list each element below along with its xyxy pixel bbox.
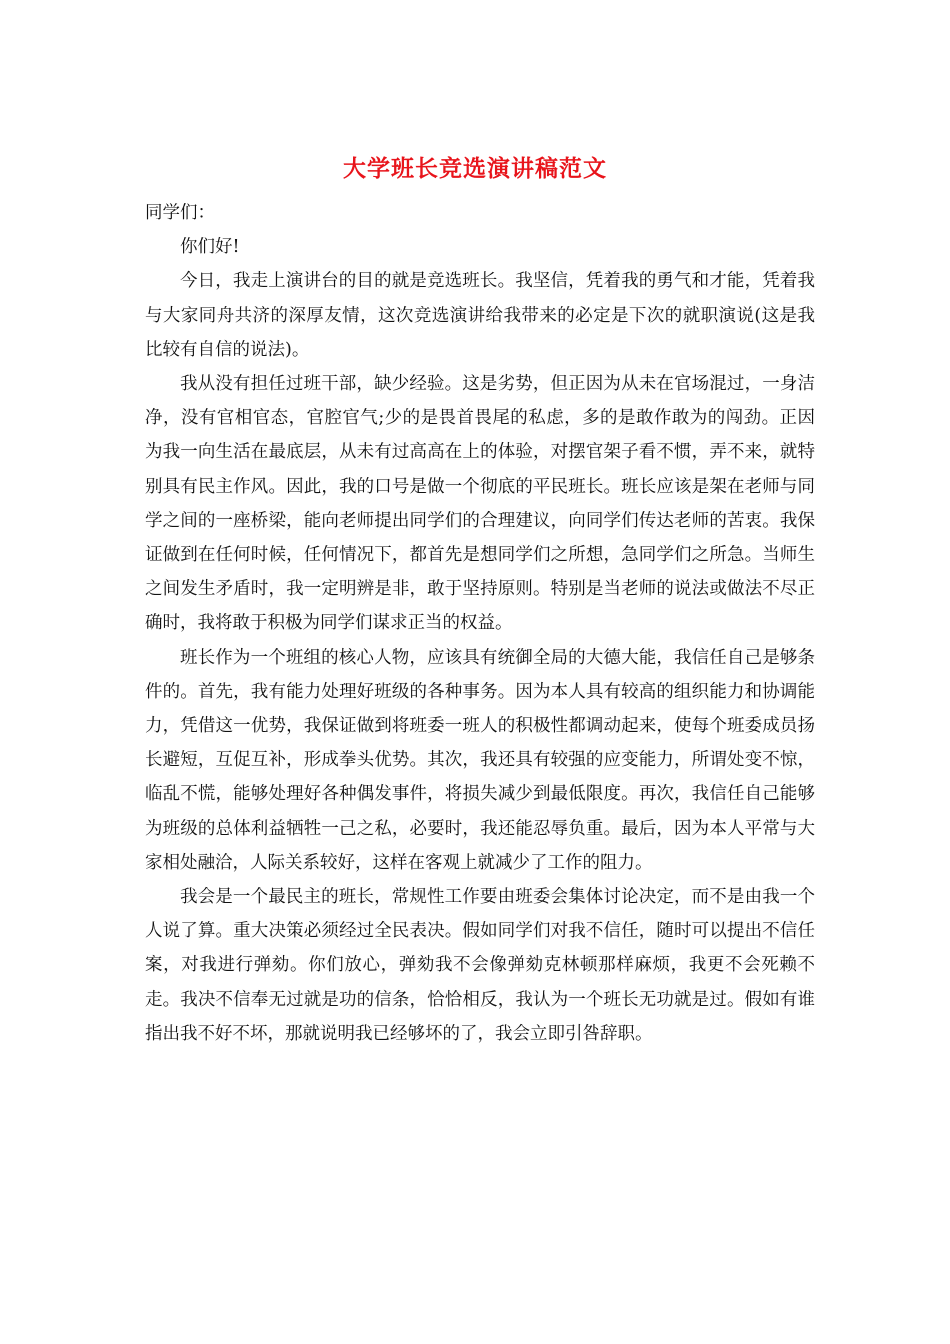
paragraph-1: 今日，我走上演讲台的目的就是竞选班长。我坚信，凭着我的勇气和才能，凭着我与大家同舟共济的深厚友情，这次竞选演讲给我带来的必定是下次的就职演说(这是我比较有自信的说法)。 <box>145 271 815 360</box>
paragraph-4: 我会是一个最民主的班长，常规性工作要由班委会集体讨论决定，而不是由我一个人说了算。重大决策必须经过全民表决。假如同学们对我不信任，随时可以提出不信任案，对我进行弹劾。你们放心，弹劾我不会像弹劾克林顿那样麻烦，我更不会死赖不走。我决不信奉无过就是功的信条，恰恰相反，我认为一个班长无功就是过。假如有谁指出我不好不坏，那就说明我已经够坏的了，我会立即引咎辞职。 <box>145 887 815 1044</box>
paragraph-3: 班长作为一个班组的核心人物，应该具有统御全局的大德大能，我信任自己是够条件的。首先，我有能力处理好班级的各种事务。因为本人具有较高的组织能力和协调能力，凭借这一优势，我保证做到将班委一班人的积极性都调动起来，使每个班委成员扬长避短，互促互补，形成拳头优势。其次，我还具有较强的应变能力，所谓处变不惊，临乱不慌，能够处理好各种偶发事件，将损失减少到最低限度。再次，我信任自己能够为班级的总体利益牺牲一己之私，必要时，我还能忍辱负重。最后，因为本人平常与大家相处融洽，人际关系较好，这样在客观上就减少了工作的阻力。 <box>145 647 815 873</box>
paragraph-2: 我从没有担任过班干部，缺少经验。这是劣势，但正因为从未在官场混过，一身洁净，没有官相官态，官腔官气;少的是畏首畏尾的私虑，多的是敢作敢为的闯劲。正因为我一向生活在最底层，从未有过高高在上的体验，对摆官架子看不惯，弄不来，就特别具有民主作风。因此，我的口号是做一个彻底的平民班长。班长应该是架在老师与同学之间的一座桥梁，能向老师提出同学们的合理建议，向同学们传达老师的苦衷。我保证做到在任何时候，任何情况下，都首先是想同学们之所想，急同学们之所急。当师生之间发生矛盾时，我一定明辨是非，敢于坚持原则。特别是当老师的说法或做法不尽正确时，我将敢于积极为同学们谋求正当的权益。 <box>145 374 815 634</box>
greeting-line: 同学们： <box>145 203 215 223</box>
document-title: 大学班长竞选演讲稿范文 <box>343 155 607 182</box>
document-body <box>145 196 815 1051</box>
salutation-line: 你们好! <box>180 237 240 258</box>
